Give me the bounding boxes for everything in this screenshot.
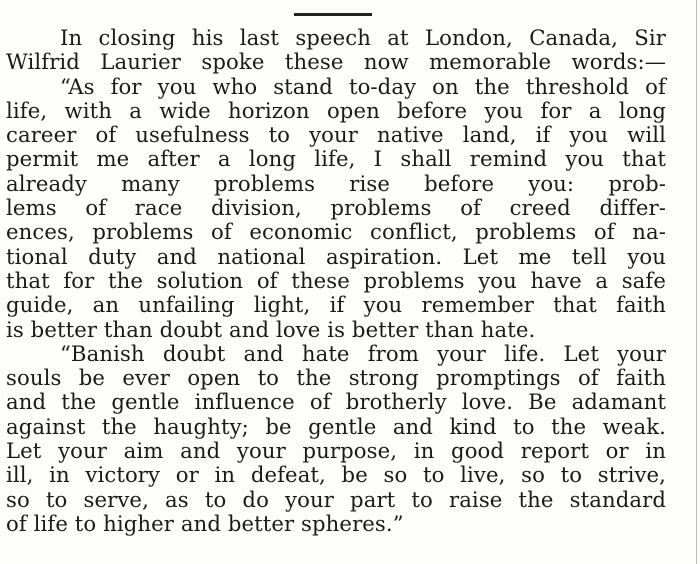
article-line: “Banish doubt and hate from your life. Let your: [60, 340, 666, 366]
article-line: against the haughty; be gentle and kind to the weak.: [6, 413, 666, 439]
article-line: tional duty and national aspiration. Let me tell you: [6, 243, 666, 269]
article-line: life, with a wide horizon open before you for a long: [6, 97, 666, 123]
article-line: ill, in victory or in defeat, be so to live, so to strive,: [6, 462, 666, 488]
article-line: guide, an unfailing light, if you remember that faith: [6, 292, 666, 318]
separator-rule: [294, 13, 372, 16]
article-line: “As for you who stand to-day on the threshold of: [60, 73, 666, 99]
article-line: permit me after a long life, I shall remind you that: [6, 146, 666, 172]
article-line: career of usefulness to your native land, if you will: [6, 122, 666, 148]
article-line: Wilfrid Laurier spoke these now memorable words:—: [6, 49, 666, 75]
article-line: that for the solution of these problems you have a safe: [6, 267, 666, 293]
article-line: In closing his last speech at London, Canada, Sir: [60, 25, 666, 50]
article-line: ences, problems of economic conflict, problems of na-: [6, 219, 666, 245]
article-line: and the gentle influence of brotherly love. Be adamant: [6, 389, 666, 415]
article-line: souls be ever open to the strong promptings of faith: [6, 365, 666, 391]
column-edge: [696, 0, 697, 564]
article-line: already many problems rise before you: prob-: [6, 170, 666, 196]
laurier-speech-article: [6, 26, 666, 536]
article-line: so to serve, as to do your part to raise the standard: [6, 486, 666, 512]
article-line: Let your aim and your purpose, in good report or in: [6, 438, 666, 464]
article-line: of life to higher and better spheres.”: [6, 510, 404, 536]
article-line: is better than doubt and love is better than hate.: [6, 316, 536, 342]
article-line: lems of race division, problems of creed differ-: [6, 195, 666, 221]
